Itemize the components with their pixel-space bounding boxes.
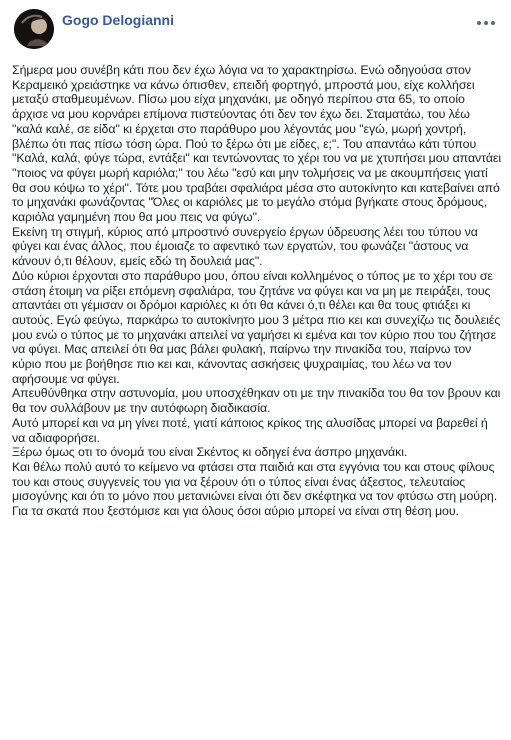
author-avatar[interactable]: [14, 9, 54, 49]
post-header: [14, 9, 497, 49]
post-paragraph-7: Και θέλω πολύ αυτό το κείμενο να φτάσει στα παιδιά και στα εγγόνια του και στους φίλους του και στους συγγενείς του για να ξέρουν ότι ο τύπος είναι ένας άξεστος, τελευταίος μισογύνης και ότι το μόνο που μετανιώνει είναι ότι δεν σκέφτηκα να τον φτύσω στη μούρη. Για τα σκατά που ξεστόμισε και για όλους όσοι αύριο μπορεί να είναι στη θέση μου.: [12, 459, 498, 519]
author-name[interactable]: Gogo Delogianni: [62, 12, 174, 28]
post-paragraph-5: Αυτό μπορεί και να μη γίνει ποτέ, γιατί κάποιος κρίκος της αλυσίδας μπορεί να βαρεθεί ή να αδιαφορήσει.: [12, 415, 488, 445]
post-paragraph-6: Ξέρω όμως οτι το όνομά του είναι Σκέντος κι οδηγεί ένα άσπρο μηχανάκι.: [12, 445, 408, 460]
post-paragraph-3: Δύο κύριοι έρχονται στο παράθυρο μου, όπου είναι κολλημένος ο τύπος με το χέρι του σε στάση έτοιμη να ρίξει επόμενη σφαλιάρα, του ζητάνε να φύγει και να μη με πειράξει, τους απαντάει οτι γέμισαν οι δρόμοι καριόλες κι ότι θα κάνει ό,τι θέλει και θα τους φτιάξει κι αυτούς. Εγώ φεύγω, παρκάρω το αυτοκίνητο μου 3 μέτρα πιο κει και συνεχίζω τις δουλειές μου ενώ ο τύπος με το μηχανάκι απειλεί να γαμήσει κι εμένα και τον κύριο που του ζήτησε να φύγει. Μας απειλεί ότι θα μας βάλει φυλακή, παίρνω την πινακίδα του, παίρνω τον κύριο που με βοήθησε πιο κει και, κάνοντας ασκήσεις ψυχραιμίας, του λέω να τον αφήσουμε να φύγει.: [12, 268, 501, 386]
avatar-photo-icon: [14, 9, 54, 49]
post-paragraph-2: Εκείνη τη στιγμή, κύριος από μπροστινό συνεργείο έργων ύδρευσης λέει του τύπου να φύγει και ένας άλλος, που έμοιαζε το αφεντικό των εργατών, του φωνάζει "άστους να κάνουν ό,τι θέλουν, εμείς εδώ τη δουλειά μας".: [12, 224, 478, 269]
post-content: [12, 63, 503, 519]
post-paragraph-4: Απευθύνθηκα στην αστυνομία, μου υποσχέθηκαν οτι με την πινακίδα του θα τον βρουν και θα τον συλλάβουν με την αυτόφωρη διαδικασία.: [12, 386, 501, 416]
more-options-icon[interactable]: [475, 17, 497, 29]
post-paragraph-1: Σήμερα μου συνέβη κάτι που δεν έχω λόγια να το χαρακτηρίσω. Ενώ οδηγούσα στον Κεραμεικό χρειάστηκε να κάνω όπισθεν, επειδή φορτηγό, μπροστά μου, είχε κολλήσει μεταξύ σταθμευμένων. Πίσω μου είχα μηχανάκι, με οδηγό περίπου στα 65, το οποίο άρχισε να μου κορνάρει επίμονα πιστεύοντας ότι δεν τον έχω δει. Σταματάω, του λέω "καλά καλέ, σε είδα" κι έρχεται στο παράθυρο μου λέγοντάς μου "εγώ, μωρή χοντρή, βλέπω ότι πας πίσω τόση ώρα. Πού το ξέρω ότι με είδες, ε;". Του απαντάω κάτι τύπου "Καλά, καλά, φύγε τώρα, εντάξει" και τεντώνοντας το χέρι του να με χτυπήσει μου απαντάει "ποιος να φύγει μωρή καριόλα;" του λέω "εσύ και μην τολμήσεις να με ακουμπήσεις γιατί θα σου κόψω το χέρι". Τότε μου τραβάει σφαλιάρα μέσα στο αυτοκίνητο και κατεβαίνει από το μηχανάκι φωνάζοντας "Όλες οι καριόλες με το μεγάλο στόμα βγήκατε στους δρόμους, καριόλα γαμημένη που θα μου πεις να φύγω".: [12, 63, 502, 225]
